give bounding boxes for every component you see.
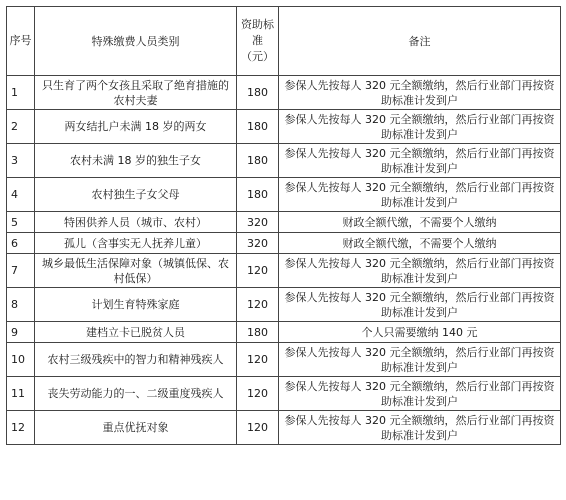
row-remarks: 个人只需要缴纳 140 元 xyxy=(279,322,561,343)
row-remarks: 财政全额代缴，不需要个人缴纳 xyxy=(279,233,561,254)
row-category: 重点优抚对象 xyxy=(35,411,237,445)
row-category: 建档立卡已脱贫人员 xyxy=(35,322,237,343)
row-category: 只生育了两个女孩且采取了绝育措施的农村夫妻 xyxy=(35,76,237,110)
row-subsidy-amount: 320 xyxy=(237,212,279,233)
row-serial-number: 6 xyxy=(7,233,35,254)
row-category: 城乡最低生活保障对象（城镇低保、农村低保） xyxy=(35,254,237,288)
row-subsidy-amount: 120 xyxy=(237,288,279,322)
header-serial-number: 序号 xyxy=(7,7,35,76)
table-row xyxy=(7,254,561,288)
row-category: 计划生育特殊家庭 xyxy=(35,288,237,322)
row-remarks: 参保人先按每人 320 元全额缴纳，然后行业部门再按资助标准计发到户 xyxy=(279,411,561,445)
row-remarks: 参保人先按每人 320 元全额缴纳，然后行业部门再按资助标准计发到户 xyxy=(279,178,561,212)
row-remarks: 参保人先按每人 320 元全额缴纳，然后行业部门再按资助标准计发到户 xyxy=(279,110,561,144)
row-subsidy-amount: 120 xyxy=(237,377,279,411)
table-row xyxy=(7,377,561,411)
row-serial-number: 5 xyxy=(7,212,35,233)
header-remarks: 备注 xyxy=(279,7,561,76)
row-remarks: 参保人先按每人 320 元全额缴纳，然后行业部门再按资助标准计发到户 xyxy=(279,254,561,288)
row-serial-number: 7 xyxy=(7,254,35,288)
table-row xyxy=(7,288,561,322)
table-row xyxy=(7,178,561,212)
table-row xyxy=(7,212,561,233)
row-serial-number: 11 xyxy=(7,377,35,411)
header-category: 特殊缴费人员类别 xyxy=(35,7,237,76)
row-subsidy-amount: 180 xyxy=(237,178,279,212)
row-category: 特困供养人员（城市、农村） xyxy=(35,212,237,233)
row-category: 农村独生子女父母 xyxy=(35,178,237,212)
row-serial-number: 3 xyxy=(7,144,35,178)
row-remarks: 参保人先按每人 320 元全额缴纳，然后行业部门再按资助标准计发到户 xyxy=(279,288,561,322)
row-subsidy-amount: 320 xyxy=(237,233,279,254)
row-subsidy-amount: 180 xyxy=(237,144,279,178)
row-subsidy-amount: 120 xyxy=(237,254,279,288)
table-row xyxy=(7,411,561,445)
row-category: 两女结扎户未满 18 岁的两女 xyxy=(35,110,237,144)
row-subsidy-amount: 120 xyxy=(237,411,279,445)
table-row xyxy=(7,322,561,343)
table-row xyxy=(7,343,561,377)
table-row xyxy=(7,110,561,144)
row-subsidy-amount: 180 xyxy=(237,110,279,144)
table-row xyxy=(7,144,561,178)
row-category: 农村未满 18 岁的独生子女 xyxy=(35,144,237,178)
row-serial-number: 8 xyxy=(7,288,35,322)
row-remarks: 参保人先按每人 320 元全额缴纳，然后行业部门再按资助标准计发到户 xyxy=(279,377,561,411)
row-category: 孤儿（含事实无人抚养儿童） xyxy=(35,233,237,254)
row-serial-number: 2 xyxy=(7,110,35,144)
row-category: 农村三级残疾中的智力和精神残疾人 xyxy=(35,343,237,377)
row-remarks: 参保人先按每人 320 元全额缴纳，然后行业部门再按资助标准计发到户 xyxy=(279,76,561,110)
subsidy-table xyxy=(6,6,561,445)
table-row xyxy=(7,233,561,254)
row-serial-number: 9 xyxy=(7,322,35,343)
row-serial-number: 4 xyxy=(7,178,35,212)
row-serial-number: 1 xyxy=(7,76,35,110)
row-category: 丧失劳动能力的一、二级重度残疾人 xyxy=(35,377,237,411)
row-remarks: 参保人先按每人 320 元全额缴纳，然后行业部门再按资助标准计发到户 xyxy=(279,343,561,377)
table-row xyxy=(7,76,561,110)
row-subsidy-amount: 180 xyxy=(237,76,279,110)
row-serial-number: 10 xyxy=(7,343,35,377)
row-subsidy-amount: 120 xyxy=(237,343,279,377)
row-serial-number: 12 xyxy=(7,411,35,445)
row-remarks: 财政全额代缴，不需要个人缴纳 xyxy=(279,212,561,233)
row-subsidy-amount: 180 xyxy=(237,322,279,343)
table-header-row xyxy=(7,7,561,76)
row-remarks: 参保人先按每人 320 元全额缴纳，然后行业部门再按资助标准计发到户 xyxy=(279,144,561,178)
header-subsidy-amount: 资助标准（元） xyxy=(237,7,279,76)
